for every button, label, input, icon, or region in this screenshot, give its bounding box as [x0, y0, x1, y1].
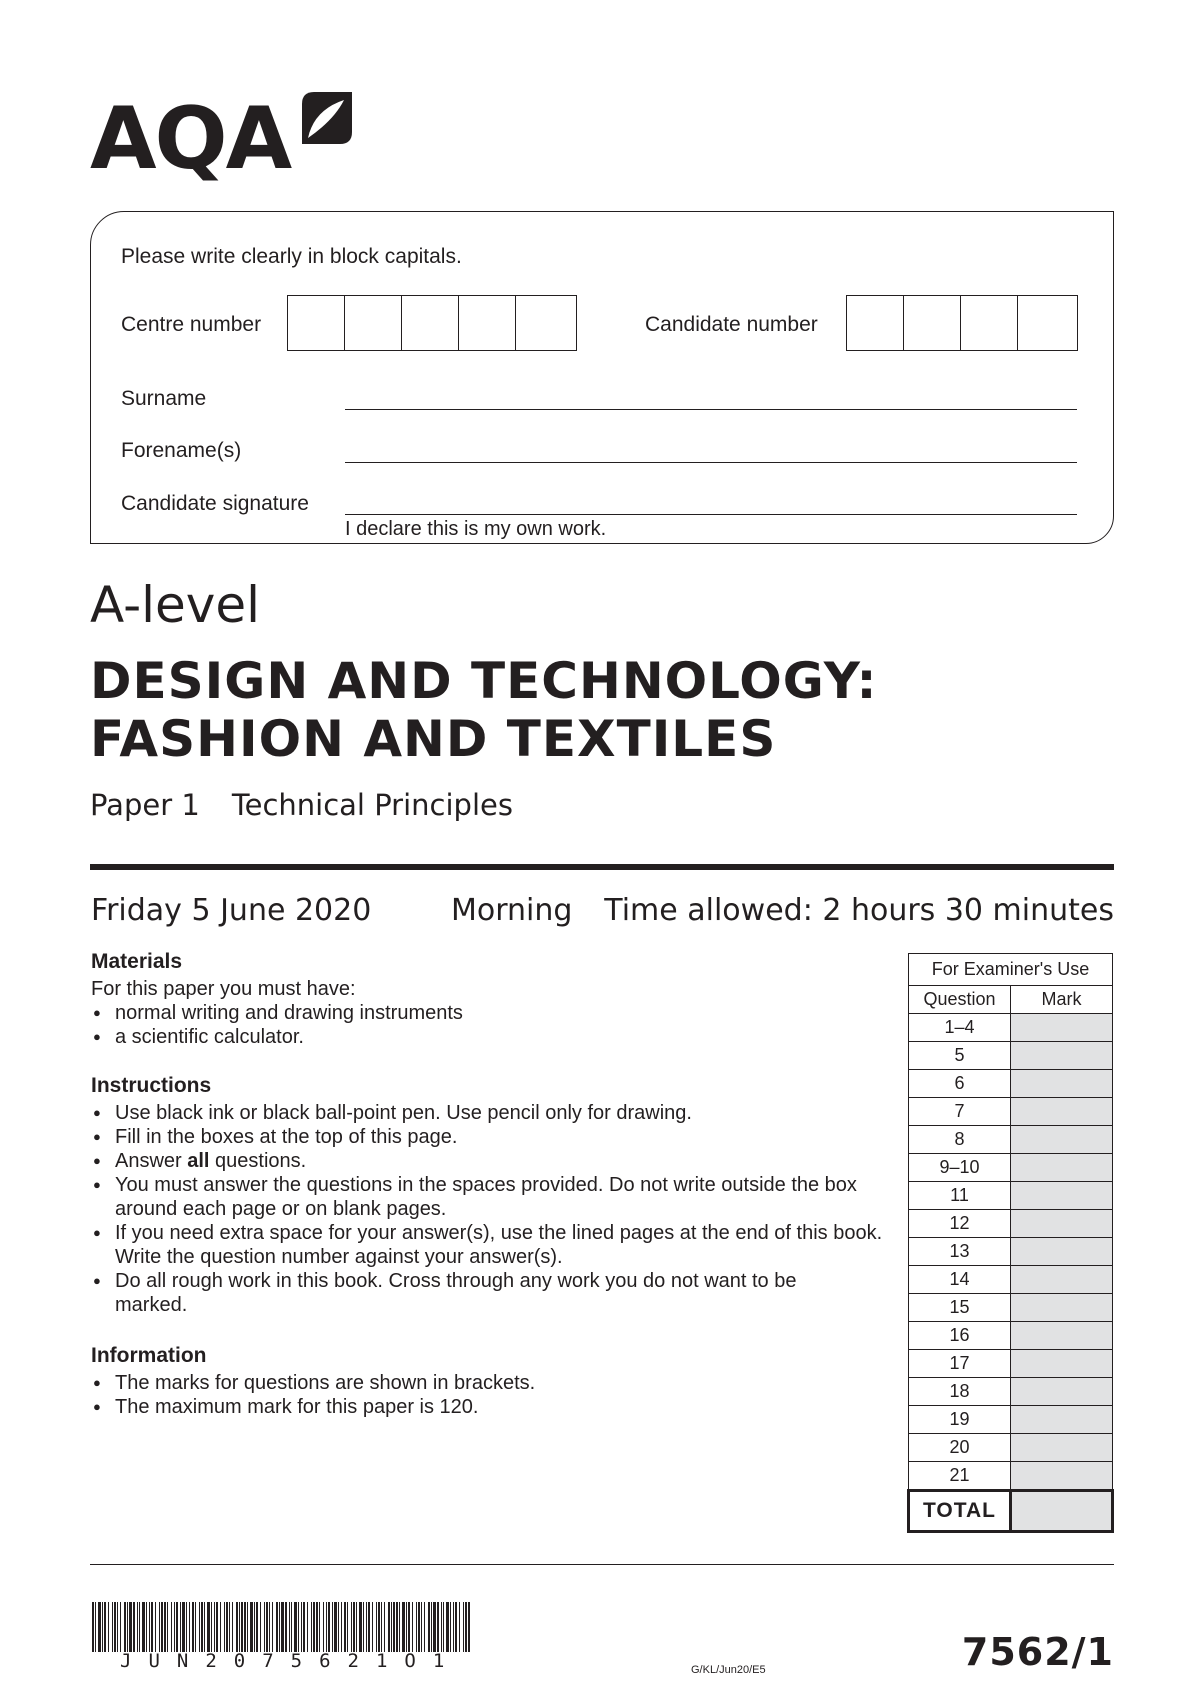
centre-number-box[interactable]	[345, 296, 402, 350]
table-row	[909, 1126, 1113, 1154]
column-header-question: Question	[909, 986, 1011, 1014]
list-item: ● Do all rough work in this book. Cross through any work you do not want to be marked.	[91, 1269, 855, 1317]
candidate-number-box[interactable]	[904, 296, 961, 350]
total-mark-cell[interactable]	[1011, 1491, 1113, 1532]
question-number-cell: 20	[909, 1434, 1011, 1462]
candidate-number-label: Candidate number	[645, 313, 818, 336]
form-instruction: Please write clearly in block capitals.	[121, 245, 462, 268]
list-item: ● Fill in the boxes at the top of this page.	[91, 1125, 891, 1149]
forename-line[interactable]	[345, 462, 1077, 463]
aqa-leaf-icon	[300, 90, 354, 146]
materials-list	[91, 1001, 611, 1049]
paper-info	[90, 788, 545, 822]
table-row	[909, 1154, 1113, 1182]
mark-cell[interactable]	[1011, 1014, 1113, 1042]
table-row	[909, 1434, 1113, 1462]
list-item: ● The marks for questions are shown in brackets.	[91, 1371, 791, 1395]
paper-code: 7562/1	[961, 1630, 1114, 1674]
question-number-cell: 21	[909, 1462, 1011, 1491]
time-allowed: Time allowed: 2 hours 30 minutes	[604, 893, 1114, 928]
exam-date: Friday 5 June 2020	[91, 893, 372, 928]
signature-label: Candidate signature	[121, 492, 309, 515]
table-row	[909, 1294, 1113, 1322]
list-item: ● Use black ink or black ball-point pen. Use pencil only for drawing.	[91, 1101, 891, 1125]
list-item: ● You must answer the questions in the spaces provided. Do not write outside the box around each page or on blank pages.	[91, 1173, 891, 1221]
question-number-cell: 11	[909, 1182, 1011, 1210]
question-number-cell: 7	[909, 1098, 1011, 1126]
table-row	[909, 1266, 1113, 1294]
list-item: ● If you need extra space for your answer(s), use the lined pages at the end of this book. Write the question number against your answer(s).	[91, 1221, 891, 1269]
question-number-cell: 16	[909, 1322, 1011, 1350]
mark-cell[interactable]	[1011, 1154, 1113, 1182]
centre-number-box[interactable]	[402, 296, 459, 350]
centre-number-boxes[interactable]	[287, 295, 577, 351]
materials-intro: For this paper you must have:	[91, 978, 356, 1000]
question-number-cell: 5	[909, 1042, 1011, 1070]
subject-title	[90, 652, 878, 768]
table-row	[909, 1462, 1113, 1491]
total-row	[909, 1491, 1113, 1532]
surname-line[interactable]	[345, 409, 1077, 410]
qualification-level: A-level	[90, 576, 261, 634]
question-number-cell: 15	[909, 1294, 1011, 1322]
centre-number-label: Centre number	[121, 313, 262, 336]
question-number-cell: 12	[909, 1210, 1011, 1238]
table-row	[909, 1042, 1113, 1070]
centre-number-box[interactable]	[516, 296, 573, 350]
list-item: ● Answer all questions.	[91, 1149, 891, 1173]
question-number-cell: 19	[909, 1406, 1011, 1434]
table-row	[909, 1014, 1113, 1042]
question-number-cell: 6	[909, 1070, 1011, 1098]
instructions-list	[91, 1101, 891, 1317]
mark-cell[interactable]	[1011, 1462, 1113, 1491]
mark-cell[interactable]	[1011, 1070, 1113, 1098]
signature-line[interactable]	[345, 514, 1077, 515]
paper-number: Paper 1	[90, 788, 200, 822]
table-row	[909, 1350, 1113, 1378]
mark-cell[interactable]	[1011, 1098, 1113, 1126]
mark-cell[interactable]	[1011, 1238, 1113, 1266]
mark-cell[interactable]	[1011, 1434, 1113, 1462]
subject-title-line1: DESIGN AND TECHNOLOGY:	[90, 652, 878, 710]
centre-number-box[interactable]	[288, 296, 345, 350]
question-number-cell: 18	[909, 1378, 1011, 1406]
subject-title-line2: FASHION AND TEXTILES	[90, 710, 777, 768]
table-row	[909, 1406, 1113, 1434]
column-header-mark: Mark	[1011, 986, 1113, 1014]
candidate-number-box[interactable]	[847, 296, 904, 350]
question-number-cell: 9–10	[909, 1154, 1011, 1182]
reference-code: G/KL/Jun20/E5	[691, 1664, 766, 1676]
question-number-cell: 13	[909, 1238, 1011, 1266]
question-number-cell: 14	[909, 1266, 1011, 1294]
exam-session: Morning	[451, 893, 573, 928]
mark-cell[interactable]	[1011, 1322, 1113, 1350]
mark-cell[interactable]	[1011, 1182, 1113, 1210]
table-row	[909, 1378, 1113, 1406]
table-row	[909, 1098, 1113, 1126]
candidate-number-box[interactable]	[1018, 296, 1075, 350]
centre-number-box[interactable]	[459, 296, 516, 350]
mark-cell[interactable]	[1011, 1378, 1113, 1406]
table-row	[909, 1322, 1113, 1350]
table-title: For Examiner's Use	[909, 954, 1113, 986]
mark-cell[interactable]	[1011, 1266, 1113, 1294]
list-item: ● normal writing and drawing instruments	[91, 1001, 611, 1025]
table-row	[909, 1070, 1113, 1098]
paper-title: Technical Principles	[231, 788, 513, 822]
mark-cell[interactable]	[1011, 1042, 1113, 1070]
aqa-logo: AQA	[90, 89, 291, 189]
mark-cell[interactable]	[1011, 1294, 1113, 1322]
title-divider	[90, 864, 1114, 870]
candidate-number-box[interactable]	[961, 296, 1018, 350]
list-item: ● a scientific calculator.	[91, 1025, 611, 1049]
footer-divider	[90, 1564, 1114, 1565]
table-header-row	[909, 986, 1113, 1014]
table-row	[909, 1210, 1113, 1238]
mark-cell[interactable]	[1011, 1210, 1113, 1238]
mark-cell[interactable]	[1011, 1350, 1113, 1378]
question-number-cell: 1–4	[909, 1014, 1011, 1042]
table-row	[909, 1182, 1113, 1210]
question-number-cell: 17	[909, 1350, 1011, 1378]
total-label: TOTAL	[909, 1491, 1011, 1532]
barcode	[92, 1602, 472, 1652]
table-row	[909, 1238, 1113, 1266]
table-title-row	[909, 954, 1113, 986]
mark-cell[interactable]	[1011, 1406, 1113, 1434]
barcode-number: JUN2075621O1	[120, 1650, 462, 1672]
forename-label: Forename(s)	[121, 439, 242, 462]
candidate-number-boxes[interactable]	[846, 295, 1078, 351]
materials-heading: Materials	[91, 950, 183, 973]
list-item: ● The maximum mark for this paper is 120.	[91, 1395, 791, 1419]
information-list	[91, 1371, 791, 1419]
mark-cell[interactable]	[1011, 1126, 1113, 1154]
question-number-cell: 8	[909, 1126, 1011, 1154]
information-heading: Information	[91, 1344, 207, 1367]
instructions-heading: Instructions	[91, 1074, 212, 1097]
surname-label: Surname	[121, 387, 207, 410]
declaration-text: I declare this is my own work.	[345, 518, 607, 540]
examiner-use-table	[907, 953, 1114, 1533]
